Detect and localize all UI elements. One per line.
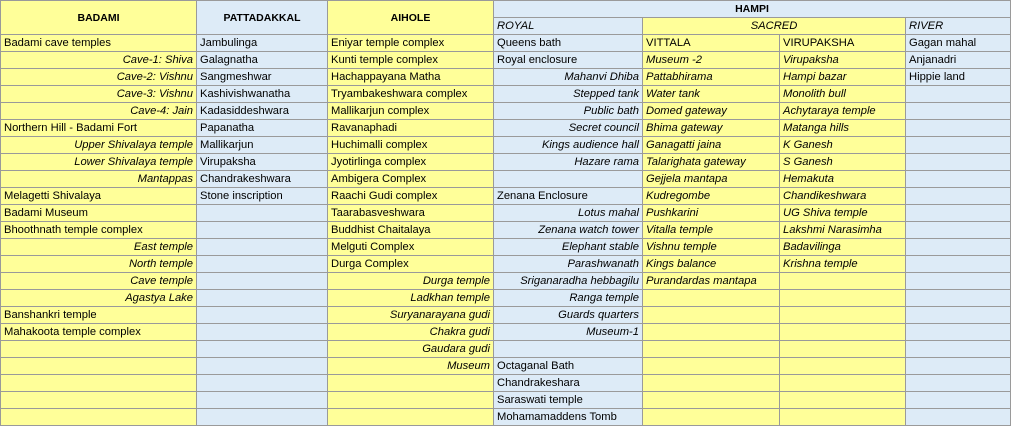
cell-hampi-river[interactable] bbox=[906, 222, 1011, 239]
cell-pattadakkal[interactable]: Mallikarjun bbox=[197, 137, 328, 154]
cell-hampi-royal[interactable]: Secret council bbox=[494, 120, 643, 137]
cell-hampi-royal[interactable]: Chandrakeshara bbox=[494, 375, 643, 392]
cell-hampi-vittala[interactable]: Vitalla temple bbox=[643, 222, 780, 239]
cell-pattadakkal[interactable] bbox=[197, 307, 328, 324]
cell-aihole[interactable]: Eniyar temple complex bbox=[328, 35, 494, 52]
cell-pattadakkal[interactable]: Galagnatha bbox=[197, 52, 328, 69]
cell-aihole[interactable]: Ravanaphadi bbox=[328, 120, 494, 137]
cell-hampi-river[interactable]: Anjanadri bbox=[906, 52, 1011, 69]
cell-hampi-vittala[interactable]: Water tank bbox=[643, 86, 780, 103]
subheader-virupaksha[interactable]: VIRUPAKSHA bbox=[780, 35, 906, 52]
header-pattadakkal[interactable]: PATTADAKKAL bbox=[197, 1, 328, 35]
cell-hampi-river[interactable] bbox=[906, 392, 1011, 409]
cell-aihole[interactable]: Ladkhan temple bbox=[328, 290, 494, 307]
cell-pattadakkal[interactable] bbox=[197, 273, 328, 290]
table-row bbox=[1, 273, 1011, 290]
cell-hampi-virupaksha[interactable]: Chandikeshwara bbox=[780, 188, 906, 205]
cell-hampi-vittala[interactable]: Pattabhirama bbox=[643, 69, 780, 86]
cell-badami[interactable]: Mantappas bbox=[1, 171, 197, 188]
cell-hampi-virupaksha[interactable]: Lakshmi Narasimha bbox=[780, 222, 906, 239]
cell-badami[interactable]: Cave-1: Shiva bbox=[1, 52, 197, 69]
header-row-1 bbox=[1, 1, 1011, 18]
cell-hampi-royal[interactable]: Queens bath bbox=[494, 35, 643, 52]
cell-hampi-river[interactable]: Gagan mahal bbox=[906, 35, 1011, 52]
cell-hampi-river[interactable] bbox=[906, 205, 1011, 222]
table-row bbox=[1, 205, 1011, 222]
cell-pattadakkal[interactable] bbox=[197, 375, 328, 392]
subheader-river[interactable]: RIVER bbox=[906, 18, 1011, 35]
cell-hampi-vittala[interactable]: Vishnu temple bbox=[643, 239, 780, 256]
cell-hampi-vittala[interactable] bbox=[643, 358, 780, 375]
table-row bbox=[1, 154, 1011, 171]
cell-hampi-river[interactable] bbox=[906, 137, 1011, 154]
table-row bbox=[1, 324, 1011, 341]
cell-hampi-virupaksha[interactable]: Hemakuta bbox=[780, 171, 906, 188]
cell-hampi-virupaksha[interactable]: Hampi bazar bbox=[780, 69, 906, 86]
cell-badami[interactable]: Lower Shivalaya temple bbox=[1, 154, 197, 171]
cell-hampi-river[interactable] bbox=[906, 409, 1011, 426]
cell-hampi-virupaksha[interactable]: Achytaraya temple bbox=[780, 103, 906, 120]
cell-badami[interactable]: Bhoothnath temple complex bbox=[1, 222, 197, 239]
cell-hampi-vittala[interactable]: Pushkarini bbox=[643, 205, 780, 222]
cell-aihole[interactable]: Kunti temple complex bbox=[328, 52, 494, 69]
cell-aihole[interactable]: Melguti Complex bbox=[328, 239, 494, 256]
cell-hampi-vittala[interactable] bbox=[643, 392, 780, 409]
cell-aihole[interactable]: Ambigera Complex bbox=[328, 171, 494, 188]
cell-hampi-river[interactable] bbox=[906, 171, 1011, 188]
cell-hampi-vittala[interactable]: Ganagatti jaina bbox=[643, 137, 780, 154]
cell-hampi-vittala[interactable]: Museum -2 bbox=[643, 52, 780, 69]
cell-hampi-virupaksha[interactable]: K Ganesh bbox=[780, 137, 906, 154]
cell-aihole[interactable]: Suryanarayana gudi bbox=[328, 307, 494, 324]
cell-pattadakkal[interactable] bbox=[197, 222, 328, 239]
table-row bbox=[1, 222, 1011, 239]
cell-badami[interactable]: Badami Museum bbox=[1, 205, 197, 222]
cell-badami[interactable]: Northern Hill - Badami Fort bbox=[1, 120, 197, 137]
cell-hampi-vittala[interactable]: Kudregombe bbox=[643, 188, 780, 205]
cell-pattadakkal[interactable]: Sangmeshwar bbox=[197, 69, 328, 86]
header-hampi[interactable]: HAMPI bbox=[494, 1, 1011, 18]
subheader-vittala[interactable]: VITTALA bbox=[643, 35, 780, 52]
cell-hampi-vittala[interactable] bbox=[643, 341, 780, 358]
cell-badami[interactable]: Banshankri temple bbox=[1, 307, 197, 324]
table-row bbox=[1, 375, 1011, 392]
cell-hampi-royal[interactable]: Zenana Enclosure bbox=[494, 188, 643, 205]
table-row bbox=[1, 392, 1011, 409]
cell-hampi-royal[interactable] bbox=[494, 341, 643, 358]
cell-hampi-virupaksha[interactable]: Matanga hills bbox=[780, 120, 906, 137]
cell-hampi-virupaksha[interactable]: Krishna temple bbox=[780, 256, 906, 273]
cell-hampi-virupaksha[interactable] bbox=[780, 324, 906, 341]
cell-hampi-royal[interactable]: Sriganaradha hebbagilu bbox=[494, 273, 643, 290]
cell-hampi-river[interactable] bbox=[906, 307, 1011, 324]
subheader-royal[interactable]: ROYAL bbox=[494, 18, 643, 35]
table-row bbox=[1, 103, 1011, 120]
cell-pattadakkal[interactable]: Stone inscription bbox=[197, 188, 328, 205]
cell-aihole[interactable]: Buddhist Chaitalaya bbox=[328, 222, 494, 239]
cell-hampi-river[interactable] bbox=[906, 341, 1011, 358]
cell-hampi-royal[interactable] bbox=[494, 171, 643, 188]
cell-aihole[interactable] bbox=[328, 375, 494, 392]
cell-hampi-vittala[interactable] bbox=[643, 324, 780, 341]
cell-hampi-vittala[interactable]: Talarighata gateway bbox=[643, 154, 780, 171]
cell-hampi-royal[interactable]: Parashwanath bbox=[494, 256, 643, 273]
cell-hampi-vittala[interactable] bbox=[643, 307, 780, 324]
cell-hampi-river[interactable] bbox=[906, 324, 1011, 341]
cell-badami[interactable]: Cave-3: Vishnu bbox=[1, 86, 197, 103]
cell-hampi-royal[interactable]: Kings audience hall bbox=[494, 137, 643, 154]
cell-badami[interactable] bbox=[1, 392, 197, 409]
cell-badami[interactable]: Cave-2: Vishnu bbox=[1, 69, 197, 86]
cell-hampi-river[interactable] bbox=[906, 120, 1011, 137]
cell-hampi-river[interactable]: Hippie land bbox=[906, 69, 1011, 86]
table-row bbox=[1, 290, 1011, 307]
table-row bbox=[1, 256, 1011, 273]
cell-hampi-river[interactable] bbox=[906, 273, 1011, 290]
cell-aihole[interactable]: Taarabasveshwara bbox=[328, 205, 494, 222]
table-row bbox=[1, 188, 1011, 205]
cell-badami[interactable]: Agastya Lake bbox=[1, 290, 197, 307]
table-row bbox=[1, 239, 1011, 256]
cell-aihole[interactable]: Gaudara gudi bbox=[328, 341, 494, 358]
cell-hampi-vittala[interactable]: Domed gateway bbox=[643, 103, 780, 120]
cell-badami[interactable] bbox=[1, 409, 197, 426]
cell-pattadakkal[interactable] bbox=[197, 205, 328, 222]
table-row bbox=[1, 341, 1011, 358]
cell-hampi-royal[interactable]: Museum-1 bbox=[494, 324, 643, 341]
cell-hampi-river[interactable] bbox=[906, 239, 1011, 256]
cell-badami[interactable]: Badami cave temples bbox=[1, 35, 197, 52]
cell-hampi-virupaksha[interactable]: Badavilinga bbox=[780, 239, 906, 256]
subheader-sacred[interactable]: SACRED bbox=[643, 18, 906, 35]
cell-hampi-river[interactable] bbox=[906, 358, 1011, 375]
cell-pattadakkal[interactable] bbox=[197, 256, 328, 273]
cell-pattadakkal[interactable] bbox=[197, 290, 328, 307]
cell-hampi-river[interactable] bbox=[906, 188, 1011, 205]
cell-aihole[interactable]: Mallikarjun complex bbox=[328, 103, 494, 120]
cell-badami[interactable] bbox=[1, 358, 197, 375]
cell-aihole[interactable]: Durga temple bbox=[328, 273, 494, 290]
cell-badami[interactable]: Cave temple bbox=[1, 273, 197, 290]
cell-hampi-virupaksha[interactable] bbox=[780, 307, 906, 324]
cell-aihole[interactable]: Museum bbox=[328, 358, 494, 375]
cell-hampi-virupaksha[interactable]: UG Shiva temple bbox=[780, 205, 906, 222]
cell-hampi-virupaksha[interactable] bbox=[780, 409, 906, 426]
cell-hampi-royal[interactable]: Elephant stable bbox=[494, 239, 643, 256]
cell-hampi-royal[interactable]: Hazare rama bbox=[494, 154, 643, 171]
table-row bbox=[1, 52, 1011, 69]
cell-badami[interactable]: Upper Shivalaya temple bbox=[1, 137, 197, 154]
table-row bbox=[1, 137, 1011, 154]
cell-aihole[interactable]: Jyotirlinga complex bbox=[328, 154, 494, 171]
cell-aihole[interactable]: Durga Complex bbox=[328, 256, 494, 273]
cell-badami[interactable]: Cave-4: Jain bbox=[1, 103, 197, 120]
cell-hampi-royal[interactable]: Ranga temple bbox=[494, 290, 643, 307]
cell-badami[interactable] bbox=[1, 375, 197, 392]
cell-hampi-royal[interactable]: Royal enclosure bbox=[494, 52, 643, 69]
cell-pattadakkal[interactable]: Chandrakeshwara bbox=[197, 171, 328, 188]
cell-hampi-vittala[interactable] bbox=[643, 290, 780, 307]
cell-hampi-royal[interactable]: Zenana watch tower bbox=[494, 222, 643, 239]
cell-pattadakkal[interactable] bbox=[197, 358, 328, 375]
table-row bbox=[1, 307, 1011, 324]
cell-hampi-royal[interactable]: Octaganal Bath bbox=[494, 358, 643, 375]
cell-hampi-virupaksha[interactable]: Virupaksha bbox=[780, 52, 906, 69]
cell-hampi-royal[interactable]: Guards quarters bbox=[494, 307, 643, 324]
cell-pattadakkal[interactable] bbox=[197, 324, 328, 341]
cell-hampi-virupaksha[interactable] bbox=[780, 392, 906, 409]
cell-hampi-vittala[interactable]: Gejjela mantapa bbox=[643, 171, 780, 188]
cell-badami[interactable] bbox=[1, 341, 197, 358]
cell-hampi-river[interactable] bbox=[906, 103, 1011, 120]
cell-hampi-vittala[interactable]: Bhima gateway bbox=[643, 120, 780, 137]
cell-pattadakkal[interactable] bbox=[197, 341, 328, 358]
cell-hampi-vittala[interactable]: Kings balance bbox=[643, 256, 780, 273]
cell-hampi-vittala[interactable]: Purandardas mantapa bbox=[643, 273, 780, 290]
cell-aihole[interactable]: Chakra gudi bbox=[328, 324, 494, 341]
cell-hampi-virupaksha[interactable] bbox=[780, 358, 906, 375]
table-row bbox=[1, 358, 1011, 375]
cell-badami[interactable]: Mahakoota temple complex bbox=[1, 324, 197, 341]
cell-hampi-virupaksha[interactable]: S Ganesh bbox=[780, 154, 906, 171]
cell-pattadakkal[interactable]: Kashivishwanatha bbox=[197, 86, 328, 103]
cell-pattadakkal[interactable] bbox=[197, 239, 328, 256]
cell-pattadakkal[interactable]: Jambulinga bbox=[197, 35, 328, 52]
cell-hampi-virupaksha[interactable] bbox=[780, 341, 906, 358]
cell-hampi-royal[interactable]: Stepped tank bbox=[494, 86, 643, 103]
cell-badami[interactable]: East temple bbox=[1, 239, 197, 256]
cell-hampi-river[interactable] bbox=[906, 86, 1011, 103]
cell-aihole[interactable]: Hachappayana Matha bbox=[328, 69, 494, 86]
cell-hampi-royal[interactable]: Saraswati temple bbox=[494, 392, 643, 409]
cell-hampi-virupaksha[interactable] bbox=[780, 290, 906, 307]
table-row bbox=[1, 120, 1011, 137]
cell-hampi-royal[interactable]: Mohamamaddens Tomb bbox=[494, 409, 643, 426]
table-row bbox=[1, 409, 1011, 426]
cell-badami[interactable]: North temple bbox=[1, 256, 197, 273]
cell-aihole[interactable]: Tryambakeshwara complex bbox=[328, 86, 494, 103]
cell-hampi-river[interactable] bbox=[906, 375, 1011, 392]
cell-badami[interactable]: Melagetti Shivalaya bbox=[1, 188, 197, 205]
cell-pattadakkal[interactable] bbox=[197, 409, 328, 426]
cell-hampi-royal[interactable]: Mahanvi Dhiba bbox=[494, 69, 643, 86]
cell-pattadakkal[interactable]: Virupaksha bbox=[197, 154, 328, 171]
cell-aihole[interactable] bbox=[328, 392, 494, 409]
cell-hampi-royal[interactable]: Lotus mahal bbox=[494, 205, 643, 222]
cell-hampi-virupaksha[interactable] bbox=[780, 273, 906, 290]
header-badami[interactable]: BADAMI bbox=[1, 1, 197, 35]
cell-hampi-river[interactable] bbox=[906, 256, 1011, 273]
table-row bbox=[1, 35, 1011, 52]
table-row bbox=[1, 171, 1011, 188]
cell-hampi-royal[interactable]: Public bath bbox=[494, 103, 643, 120]
cell-hampi-river[interactable] bbox=[906, 290, 1011, 307]
cell-pattadakkal[interactable]: Papanatha bbox=[197, 120, 328, 137]
cell-hampi-virupaksha[interactable] bbox=[780, 375, 906, 392]
cell-hampi-vittala[interactable] bbox=[643, 409, 780, 426]
cell-hampi-river[interactable] bbox=[906, 154, 1011, 171]
cell-aihole[interactable]: Raachi Gudi complex bbox=[328, 188, 494, 205]
cell-hampi-virupaksha[interactable]: Monolith bull bbox=[780, 86, 906, 103]
cell-pattadakkal[interactable] bbox=[197, 392, 328, 409]
cell-hampi-vittala[interactable] bbox=[643, 375, 780, 392]
cell-aihole[interactable] bbox=[328, 409, 494, 426]
cell-aihole[interactable]: Huchimalli complex bbox=[328, 137, 494, 154]
table-row bbox=[1, 69, 1011, 86]
cell-pattadakkal[interactable]: Kadasiddeshwara bbox=[197, 103, 328, 120]
table-row bbox=[1, 86, 1011, 103]
header-aihole[interactable]: AIHOLE bbox=[328, 1, 494, 35]
